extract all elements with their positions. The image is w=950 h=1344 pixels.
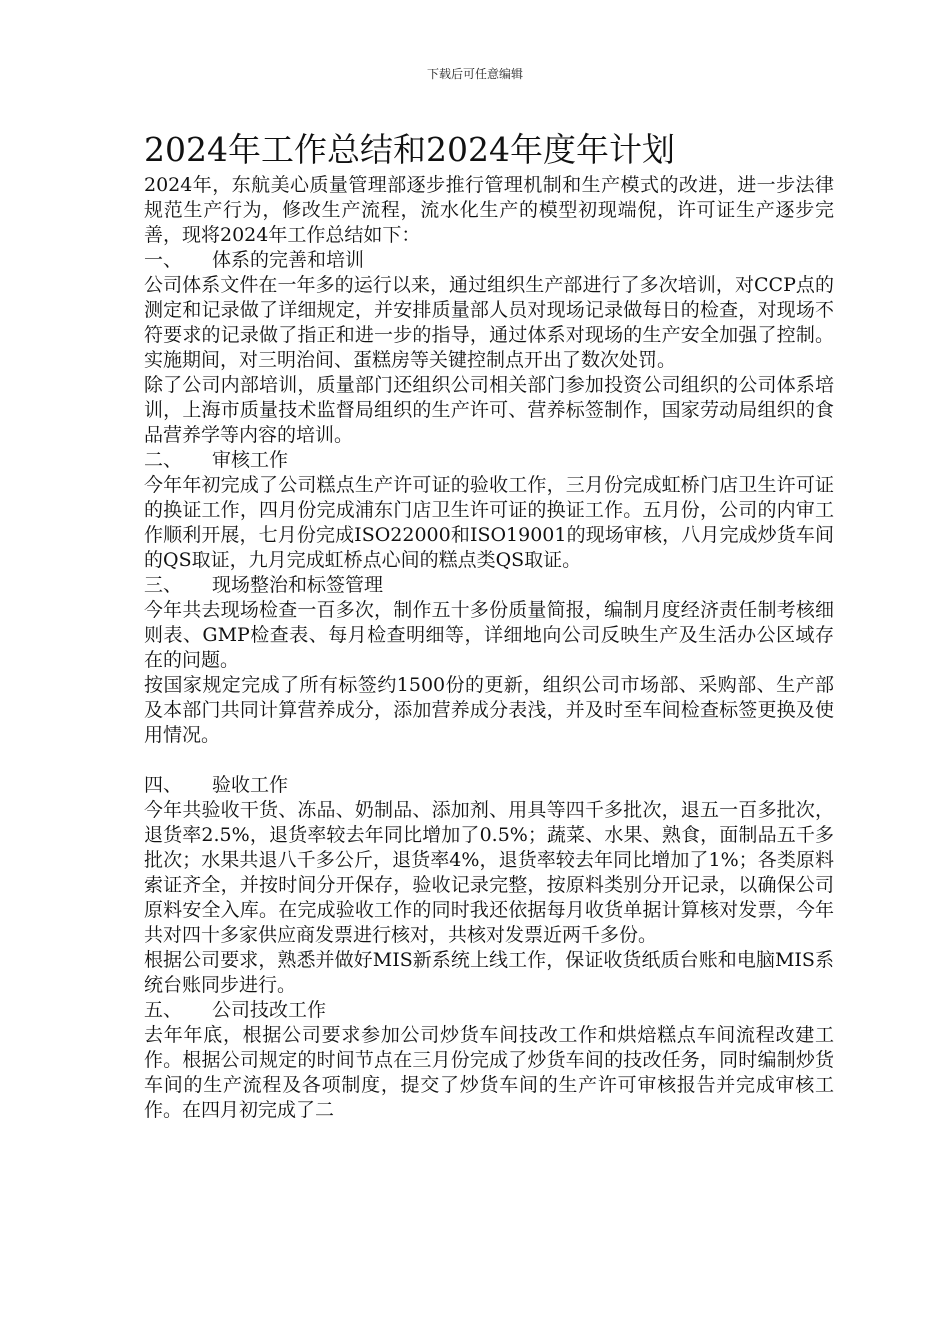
section-1-paragraph-1: 公司体系文件在一年多的运行以来，通过组织生产部进行了多次培训，对CCP点的测定和记录做了详细规定，并安排质量部人员对现场记录做每日的检查，对现场不符要求的记录做了指正和进一步的指导，通过体系对现场的生产安全加强了控制。实施期间，对三明治间、蛋糕房等关键控制点开出了数次处罚。 [144,274,834,371]
document-body [144,127,834,1123]
section-number: 四、 [144,774,183,796]
section-number: 五、 [144,999,183,1021]
section-title: 现场整治和标签管理 [212,574,384,596]
section-5-paragraph-1: 去年年底，根据公司要求参加公司炒货车间技改工作和烘焙糕点车间流程改建工作。根据公司规定的时间节点在三月份完成了炒货车间的技改任务，同时编制炒货车间的生产流程及各项制度，提交了炒货车间的生产许可审核报告并完成审核工作。在四月初完成了二 [144,1024,834,1121]
section-4-paragraph-2: 根据公司要求，熟悉并做好MIS新系统上线工作，保证收货纸质台账和电脑MIS系统台账同步进行。 [144,949,834,996]
blank-line [144,748,834,773]
document-title: 2024年工作总结和2024年度年计划 [144,130,675,169]
section-heading-3 [144,573,834,598]
section-3-paragraph-2: 按国家规定完成了所有标签约1500份的更新，组织公司市场部、采购部、生产部及本部门共同计算营养成分，添加营养成分表浅，并及时至车间检查标签更换及使用情况。 [144,674,834,746]
section-title: 公司技改工作 [212,999,327,1021]
section-number: 二、 [144,449,183,471]
intro-paragraph: 2024年，东航美心质量管理部逐步推行管理机制和生产模式的改进，进一步法律规范生产行为，修改生产流程，流水化生产的模型初现端倪，许可证生产逐步完善，现将2024年工作总结如下： [144,174,834,246]
section-title: 体系的完善和培训 [212,249,365,271]
section-title: 验收工作 [212,774,289,796]
section-number: 三、 [144,574,183,596]
section-3-paragraph-1: 今年共去现场检查一百多次，制作五十多份质量简报，编制月度经济责任制考核细则表、GMP检查表、每月检查明细等，详细地向公司反映生产及生活办公区域存在的问题。 [144,599,834,671]
section-2-paragraph-1: 今年年初完成了公司糕点生产许可证的验收工作，三月份完成虹桥门店卫生许可证的换证工作，四月份完成浦东门店卫生许可证的换证工作。五月份，公司的内审工作顺利开展，七月份完成ISO22000和ISO19001的现场审核，八月完成炒货车间的QS取证，九月完成虹桥点心间的糕点类QS取证。 [144,474,834,571]
section-1-paragraph-2: 除了公司内部培训，质量部门还组织公司相关部门参加投资公司组织的公司体系培训，上海市质量技术监督局组织的生产许可、营养标签制作，国家劳动局组织的食品营养学等内容的培训。 [144,374,834,446]
section-number: 一、 [144,249,183,271]
section-heading-2 [144,448,834,473]
header-note: 下载后可任意编辑 [426,67,523,81]
section-heading-1 [144,248,834,273]
section-title: 审核工作 [212,449,289,471]
section-4-paragraph-1: 今年共验收干货、冻品、奶制品、添加剂、用具等四千多批次，退五一百多批次，退货率2.5%，退货率较去年同比增加了0.5%；蔬菜、水果、熟食，面制品五千多批次；水果共退八千多公斤，退货率4%，退货率较去年同比增加了1%；各类原料索证齐全，并按时间分开保存，验收记录完整，按原料类别分开记录，以确保公司原料安全入库。在完成验收工作的同时我还依据每月收货单据计算核对发票，今年共对四十多家供应商发票进行核对，共核对发票近两千多份。 [144,799,834,946]
section-heading-5 [144,998,834,1023]
section-heading-4 [144,773,834,798]
